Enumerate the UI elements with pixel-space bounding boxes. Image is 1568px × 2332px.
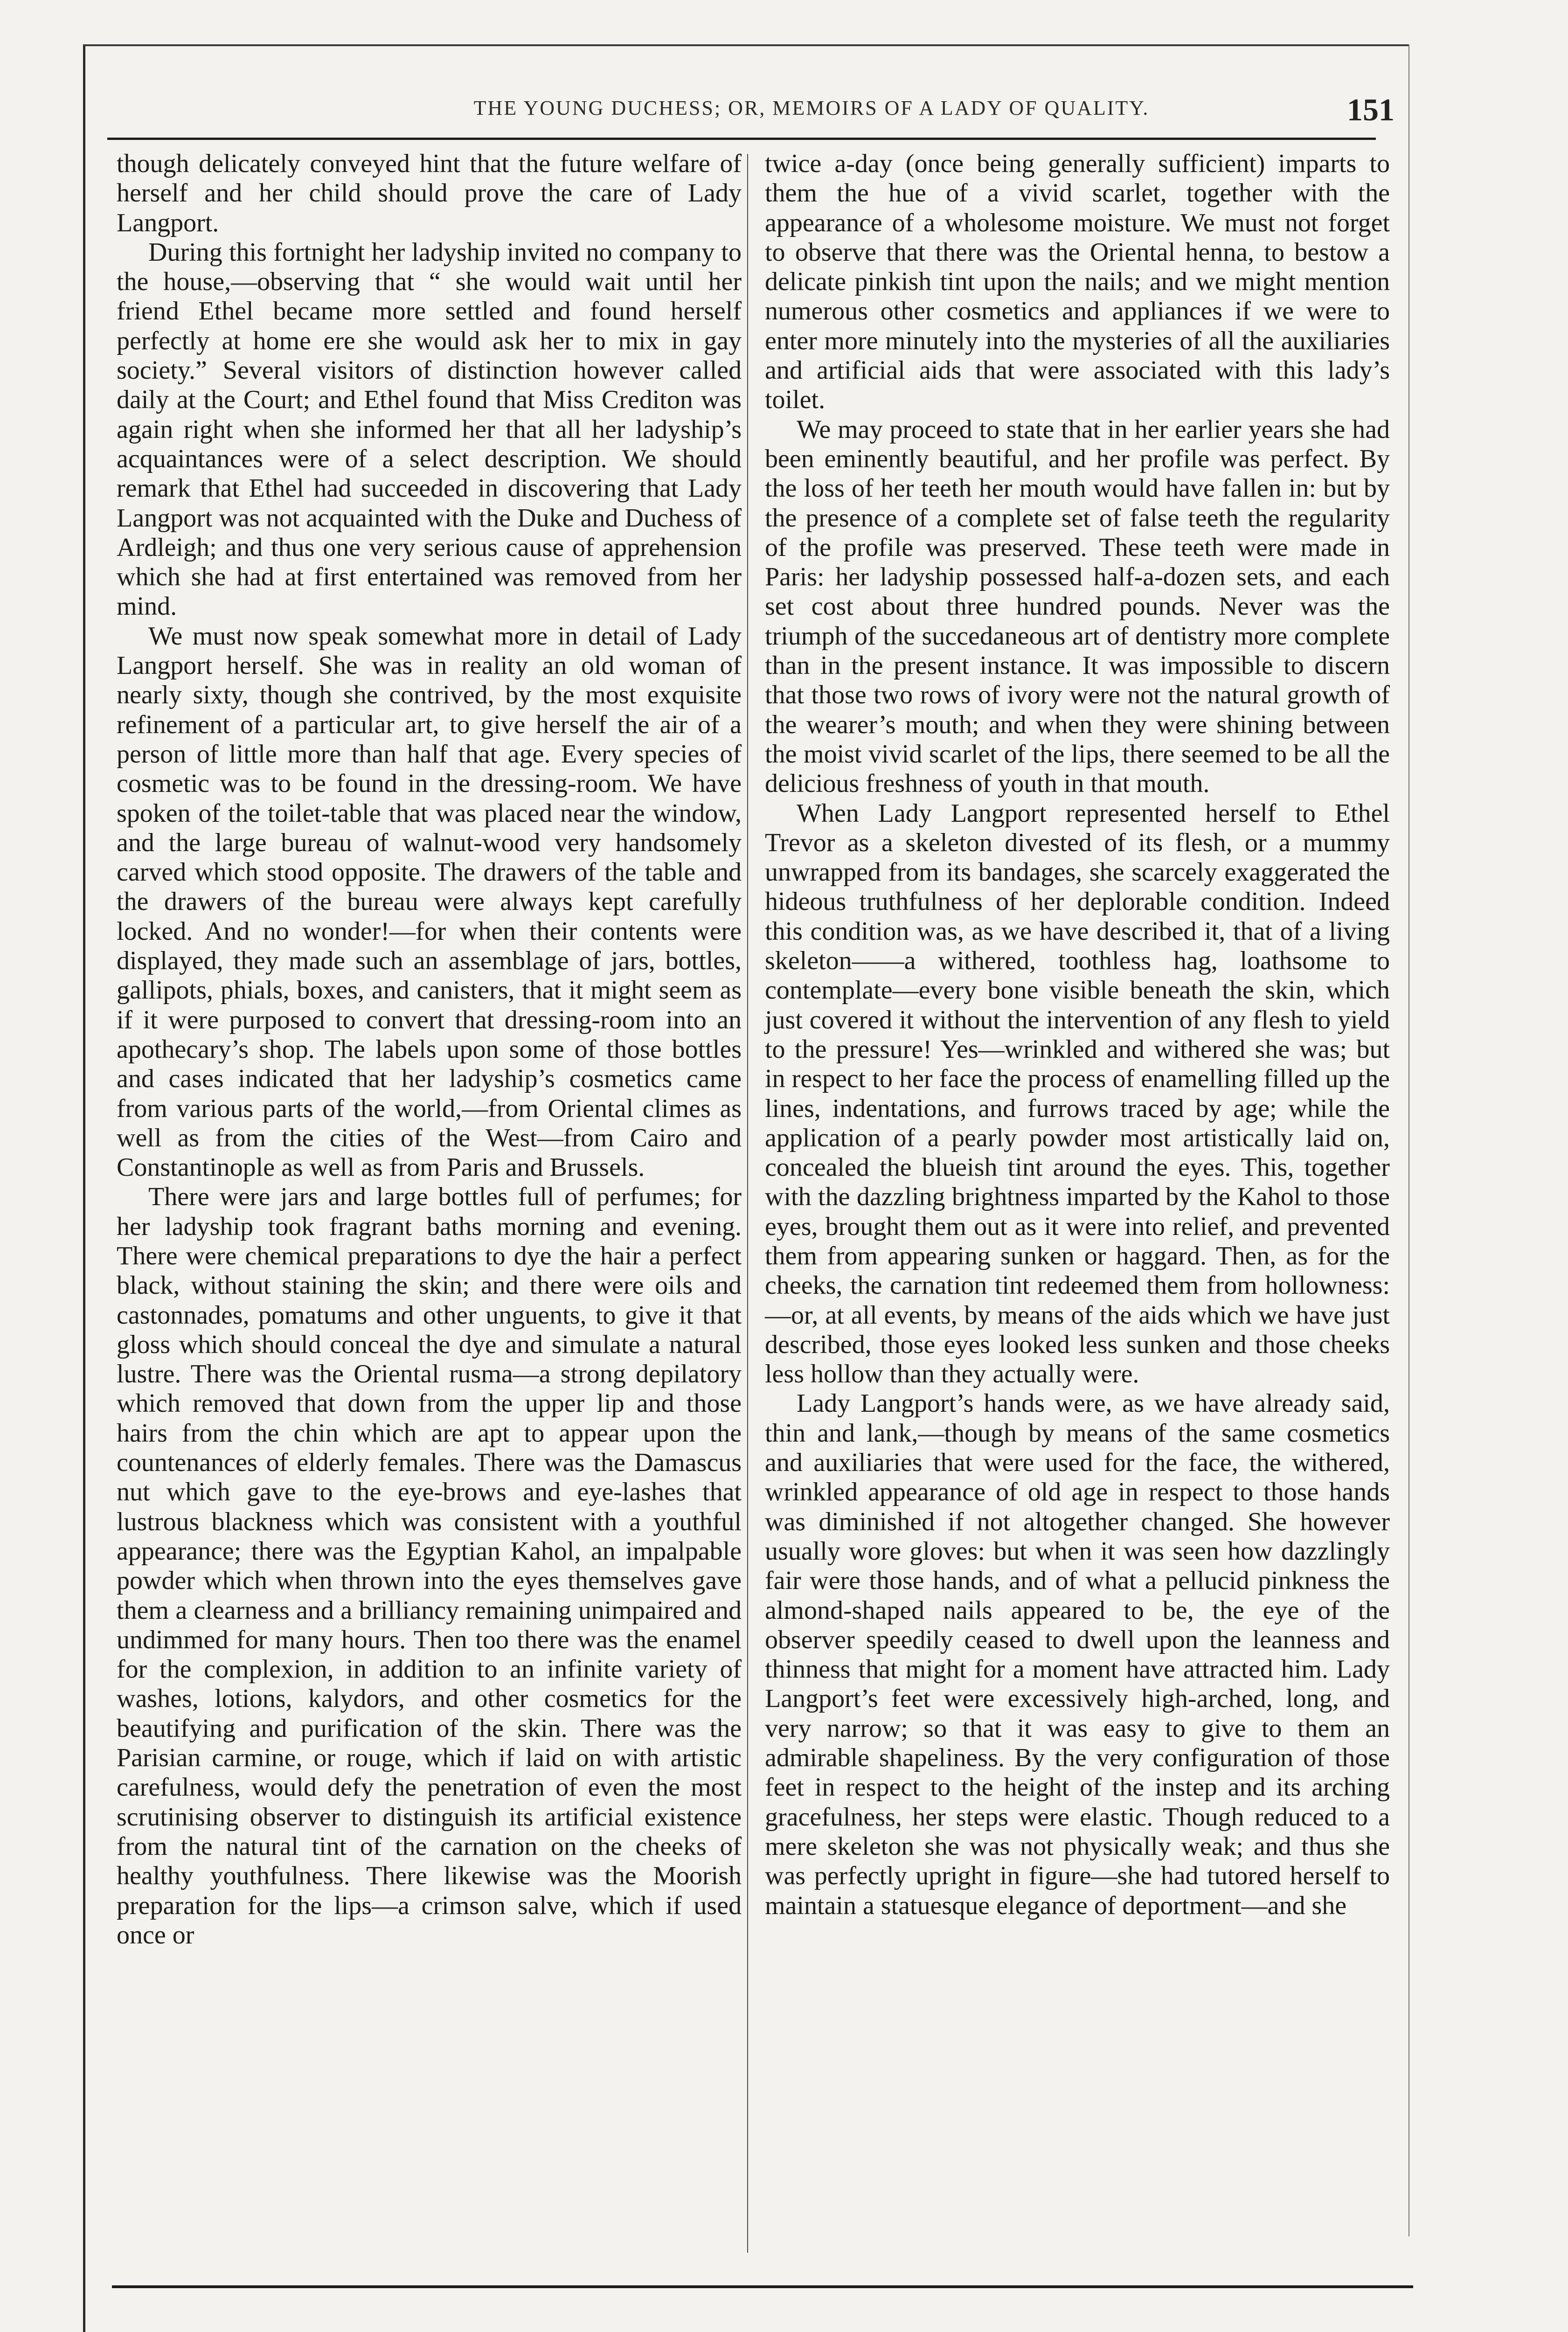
- paragraph: twice a-day (once being generally sufficient) imparts to them the hue of a vivid scarlet, together with the appearance of a wholesome moisture. We must not forget to observe that there was the Oriental henna, to bestow a delicate pinkish tint upon the nails; and we might mention numerous other cosmetics and appliances if we were to enter more minutely into the mysteries of all the auxiliaries and artificial aids that were associated with this lady’s toilet.: [765, 149, 1390, 415]
- page-header: [107, 93, 1395, 145]
- column-divider: [747, 154, 748, 2253]
- paragraph: During this fortnight her ladyship invited no company to the house,—observing that “ she would wait until her friend Ethel became more settled and found herself perfectly at home ere she would ask her to mix in gay society.” Several visitors of distinction however called daily at the Court; and Ethel found that Miss Crediton was again right when she informed her that all her ladyship’s acquaintances were of a select description. We should remark that Ethel had succeeded in discovering that Lady Langport was not acquainted with the Duke and Duchess of Ardleigh; and thus one very serious cause of apprehension which she had at first entertained was removed from her mind.: [117, 237, 742, 621]
- text-column-left: [117, 149, 742, 1950]
- paragraph: We may proceed to state that in her earlier years she had been eminently beautiful, and her profile was perfect. By the loss of her teeth her mouth would have fallen in: but by the presence of a complete set of false teeth the regularity of the profile was preserved. These teeth were made in Paris: her ladyship possessed half-a-dozen sets, and each set cost about three hundred pounds. Never was the triumph of the succedaneous art of dentistry more complete than in the present instance. It was impossible to discern that those two rows of ivory were not the natural growth of the wearer’s mouth; and when they were shining between the moist vivid scarlet of the lips, there seemed to be all the delicious freshness of youth in that mouth.: [765, 415, 1390, 798]
- paragraph: There were jars and large bottles full of perfumes; for her ladyship took fragrant baths morning and evening. There were chemical preparations to dye the hair a perfect black, without staining the skin; and there were oils and castonnades, pomatums and other unguents, to give it that gloss which should conceal the dye and simulate a natural lustre. There was the Oriental rusma—a strong depilatory which removed that down from the upper lip and those hairs from the chin which are apt to appear upon the countenances of elderly females. There was the Damascus nut which gave to the eye-brows and eye-lashes that lustrous blackness which was consistent with a youthful appearance; there was the Egyptian Kahol, an impalpable powder which when thrown into the eyes themselves gave them a clearness and a brilliancy remaining unimpaired and undimmed for many hours. Then too there was the enamel for the complexion, in addition to an infinite variety of washes, lotions, kalydors, and other cosmetics for the beautifying and purification of the skin. There was the Parisian carmine, or rouge, which if laid on with artistic carefulness, would defy the penetration of even the most scrutinising observer to distinguish its artificial existence from the natural tint of the carnation on the cheeks of healthy youthfulness. There likewise was the Moorish preparation for the lips—a crimson salve, which if used once or: [117, 1182, 742, 1950]
- running-title: THE YOUNG DUCHESS; OR, MEMOIRS OF A LADY OF QUALITY.: [473, 97, 1150, 119]
- page-frame-right-rule: [1408, 44, 1409, 2236]
- paragraph: though delicately conveyed hint that the future welfare of herself and her child should prove the care of Lady Langport.: [117, 149, 742, 237]
- page-number: 151: [1347, 92, 1395, 127]
- paragraph: We must now speak somewhat more in detail of Lady Langport herself. She was in reality an old woman of nearly sixty, though she contrived, by the most exquisite refinement of a particular art, to give herself the air of a person of little more than half that age. Every species of cosmetic was to be found in the dressing-room. We have spoken of the toilet-table that was placed near the window, and the large bureau of walnut-wood very handsomely carved which stood opposite. The drawers of the table and the drawers of the bureau were always kept carefully locked. And no wonder!—for when their contents were displayed, they made such an assemblage of jars, bottles, gallipots, phials, boxes, and canisters, that it might seem as if it were purposed to convert that dressing-room into an apothecary’s shop. The labels upon some of those bottles and cases indicated that her ladyship’s cosmetics came from various parts of the world,—from Oriental climes as well as from the cities of the West—from Cairo and Constantinople as well as from Paris and Brussels.: [117, 621, 742, 1182]
- header-rule: [107, 138, 1376, 140]
- page-frame-left-rule: [83, 44, 85, 2332]
- text-column-right: [765, 149, 1390, 1921]
- page-frame-top-rule: [84, 44, 1408, 46]
- paragraph: Lady Langport’s hands were, as we have already said, thin and lank,—though by means of the same cosmetics and auxiliaries that were used for the face, the withered, wrinkled appearance of old age in respect to those hands was diminished if not altogether changed. She however usually wore gloves: but when it was seen how dazzlingly fair were those hands, and of what a pellucid pinkness the almond-shaped nails appeared to be, the eye of the observer speedily ceased to dwell upon the leanness and thinness that might for a moment have attracted him. Lady Langport’s feet were excessively high-arched, long, and very narrow; so that it was easy to give to them an admirable shapeliness. By the very configuration of those feet in respect to the height of the instep and its arching gracefulness, her steps were elastic. Though reduced to a mere skeleton she was not physically weak; and thus she was perfectly upright in figure—she had tutored herself to maintain a statuesque elegance of deportment—and she: [765, 1389, 1390, 1920]
- footer-rule: [112, 2285, 1413, 2288]
- paragraph: When Lady Langport represented herself to Ethel Trevor as a skeleton divested of its flesh, or a mummy unwrapped from its bandages, she scarcely exaggerated the hideous truthfulness of her deplorable condition. Indeed this condition was, as we have described it, that of a living skeleton——a withered, toothless hag, loathsome to contemplate—every bone visible beneath the skin, which just covered it without the intervention of any flesh to yield to the pressure! Yes—wrinkled and withered she was; but in respect to her face the process of enamelling filled up the lines, indentations, and furrows traced by age; while the application of a pearly powder most artistically laid on, concealed the blueish tint around the eyes. This, together with the dazzling brightness imparted by the Kahol to those eyes, brought them out as it were into relief, and prevented them from appearing sunken or haggard. Then, as for the cheeks, the carnation tint redeemed them from hollowness:—or, at all events, by means of the aids which we have just described, those eyes looked less sunken and those cheeks less hollow than they actually were.: [765, 798, 1390, 1389]
